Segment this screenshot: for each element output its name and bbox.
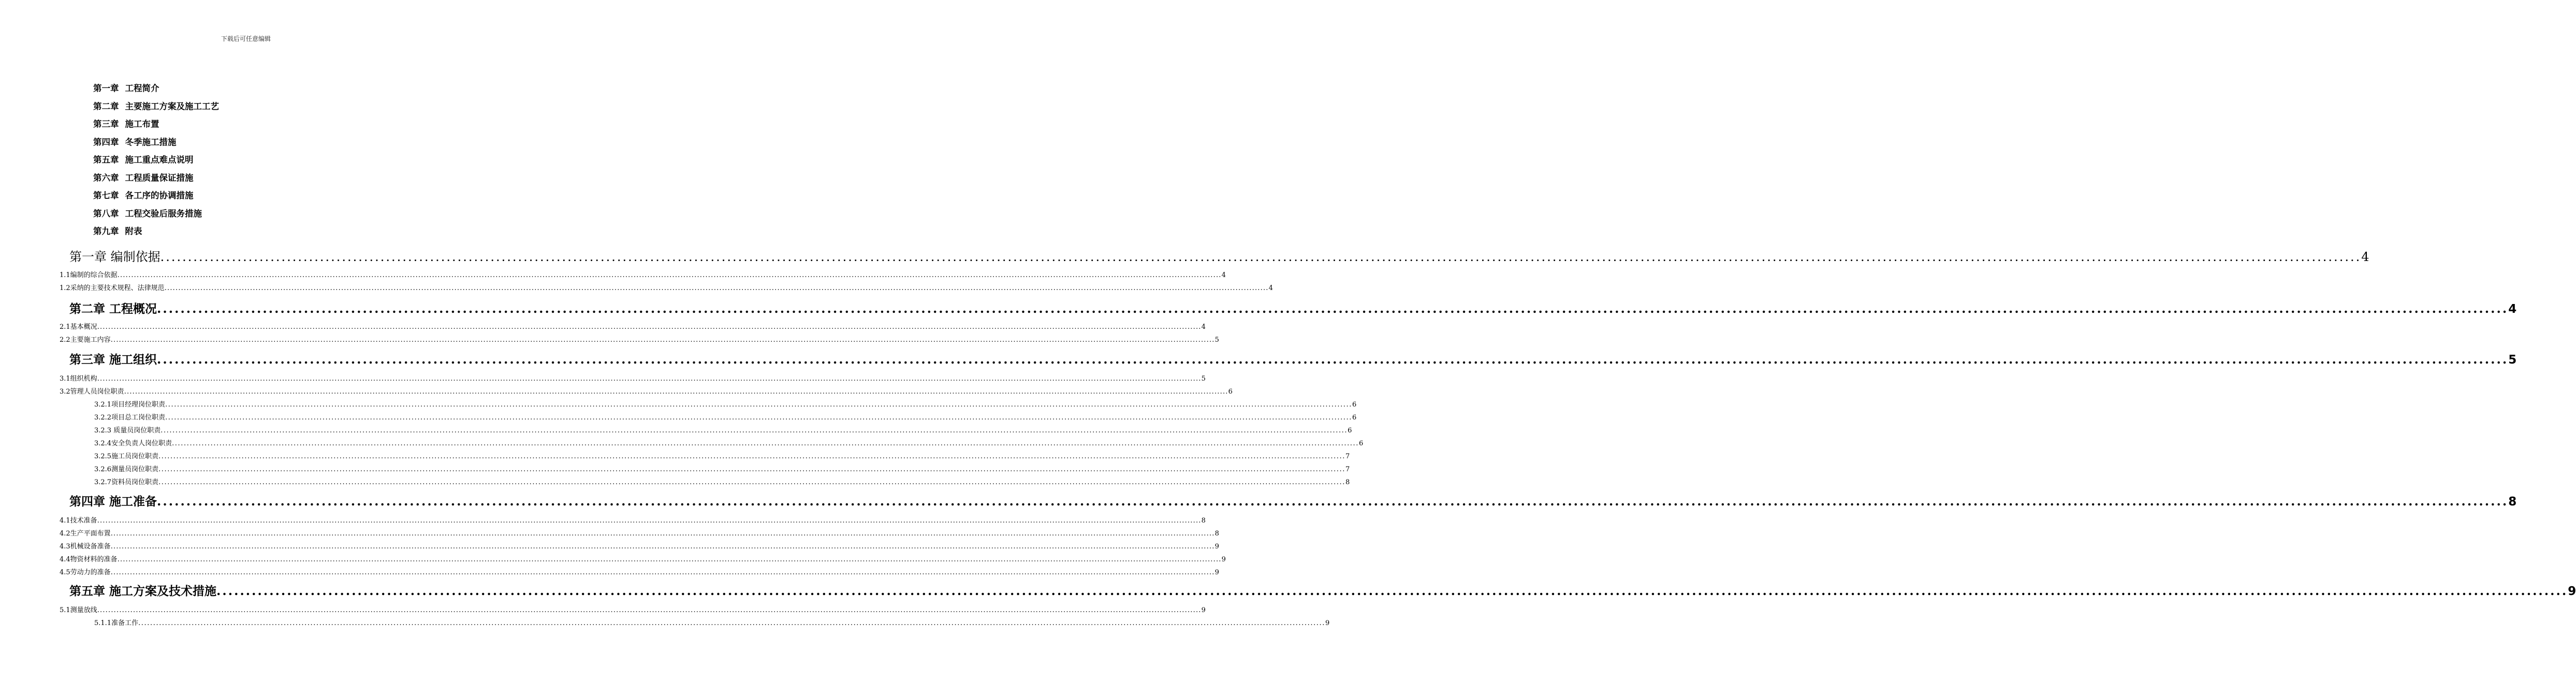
toc-page-number: 8 bbox=[1201, 517, 1206, 525]
toc-page-number: 6 bbox=[1348, 427, 1352, 434]
toc-page-number: 9 bbox=[1201, 606, 1206, 614]
chapter-item bbox=[93, 118, 219, 136]
toc-entry-label: 2.1基本概况 bbox=[60, 323, 97, 331]
toc-leader-dots: ................................................................................................................................................................................................................................................................................................................................................................................................................ bbox=[138, 619, 1326, 627]
toc-page-number: 8 bbox=[1214, 530, 1219, 538]
toc-leader-dots: ................................................................................................................................................................................................................................................................................................................................................................................................................ bbox=[157, 352, 2509, 367]
toc-leader-dots: ................................................................................................................................................................................................................................................................................................................................................................................................................ bbox=[97, 517, 1202, 525]
toc-leader-dots: ................................................................................................................................................................................................................................................................................................................................................................................................................ bbox=[97, 375, 1202, 383]
toc-leader-dots: ................................................................................................................................................................................................................................................................................................................................................................................................................ bbox=[110, 569, 1215, 576]
toc-page-number: 6 bbox=[1228, 388, 1233, 396]
toc-entry-level-2[interactable] bbox=[60, 528, 1219, 538]
chapter-title: 工程质量保证措施 bbox=[125, 172, 194, 183]
toc-entry-level-3[interactable] bbox=[94, 617, 1330, 628]
toc-page-number: 9 bbox=[1214, 569, 1219, 576]
toc-page-number: 8 bbox=[1345, 479, 1350, 486]
toc-leader-dots: ................................................................................................................................................................................................................................................................................................................................................................................................................ bbox=[160, 250, 2362, 264]
toc-entry-level-2[interactable] bbox=[60, 373, 1206, 383]
toc-entry-label: 2.2主要施工内容 bbox=[60, 336, 111, 344]
toc-entry-label: 第三章 施工组织 bbox=[69, 353, 157, 367]
chapter-item bbox=[93, 100, 219, 118]
toc-page-number: 5 bbox=[1214, 336, 1219, 344]
chapter-number: 第九章 bbox=[93, 226, 119, 236]
chapter-number: 第三章 bbox=[93, 119, 119, 129]
toc-page-number: 4 bbox=[1201, 323, 1206, 331]
toc-entry-label: 3.2.2项目总工岗位职责 bbox=[94, 414, 166, 422]
toc-entry-level-2[interactable] bbox=[60, 282, 1273, 293]
page-header: 下载后可任意编辑 bbox=[221, 35, 271, 42]
toc-entry-level-2[interactable] bbox=[60, 321, 1206, 331]
toc-leader-dots: ................................................................................................................................................................................................................................................................................................................................................................................................................ bbox=[158, 479, 1346, 486]
toc-entry-label: 第五章 施工方案及技术措施 bbox=[69, 585, 217, 598]
chapter-title: 施工重点难点说明 bbox=[125, 155, 194, 165]
toc-entry-level-3[interactable] bbox=[94, 425, 1352, 435]
toc-page-number: 8 bbox=[2508, 495, 2517, 509]
toc-page-number: 5 bbox=[1201, 375, 1206, 383]
toc-page-number: 9 bbox=[2568, 585, 2576, 598]
toc-entry-level-1[interactable] bbox=[69, 299, 2517, 318]
chapter-title: 工程简介 bbox=[125, 83, 159, 93]
chapter-number: 第八章 bbox=[93, 208, 119, 219]
toc-entry-label: 4.5劳动力的准备 bbox=[60, 569, 111, 576]
toc-leader-dots: ................................................................................................................................................................................................................................................................................................................................................................................................................ bbox=[158, 466, 1346, 473]
chapter-item bbox=[93, 225, 219, 243]
chapter-title: 附表 bbox=[125, 226, 142, 236]
chapter-item bbox=[93, 153, 219, 171]
toc-leader-dots: ................................................................................................................................................................................................................................................................................................................................................................................................................ bbox=[165, 414, 1353, 422]
toc-entry-level-2[interactable] bbox=[60, 567, 1219, 577]
toc-entry-label: 第一章 编制依据 bbox=[69, 250, 160, 264]
toc-page-number: 4 bbox=[1268, 284, 1273, 292]
toc-entry-label: 5.1测量放线 bbox=[60, 606, 97, 614]
toc-page-number: 6 bbox=[1352, 401, 1357, 409]
toc-entry-label: 3.2.5施工员岗位职责 bbox=[94, 453, 159, 460]
toc-leader-dots: ................................................................................................................................................................................................................................................................................................................................................................................................................ bbox=[172, 440, 1359, 447]
toc-entry-level-2[interactable] bbox=[60, 334, 1219, 344]
toc-entry-label: 3.2管理人员岗位职责 bbox=[60, 388, 124, 396]
toc-leader-dots: ................................................................................................................................................................................................................................................................................................................................................................................................................ bbox=[164, 284, 1269, 292]
toc-entry-label: 3.2.3 质量员岗位职责 bbox=[94, 427, 161, 434]
toc-page-number: 9 bbox=[1221, 556, 1226, 563]
chapter-list bbox=[93, 82, 219, 243]
chapter-item bbox=[93, 207, 219, 225]
toc-leader-dots: ................................................................................................................................................................................................................................................................................................................................................................................................................ bbox=[117, 271, 1222, 279]
toc-entry-level-2[interactable] bbox=[60, 604, 1206, 615]
toc-entry-level-2[interactable] bbox=[60, 554, 1226, 564]
toc-entry-level-2[interactable] bbox=[60, 541, 1219, 551]
chapter-title: 冬季施工措施 bbox=[125, 137, 177, 147]
chapter-title: 施工布置 bbox=[125, 119, 159, 129]
chapter-item bbox=[93, 171, 219, 190]
toc-leader-dots: ................................................................................................................................................................................................................................................................................................................................................................................................................ bbox=[97, 606, 1202, 614]
toc-page-number: 9 bbox=[1325, 619, 1330, 627]
chapter-item bbox=[93, 189, 219, 207]
chapter-item bbox=[93, 136, 219, 154]
toc-entry-level-3[interactable] bbox=[94, 463, 1350, 474]
toc-entry-label: 3.2.4安全负责人岗位职责 bbox=[94, 440, 172, 447]
toc-entry-level-2[interactable] bbox=[60, 386, 1233, 396]
chapter-title: 工程交验后服务措施 bbox=[125, 208, 202, 219]
toc-entry-label: 3.2.6测量员岗位职责 bbox=[94, 466, 159, 473]
chapter-number: 第七章 bbox=[93, 191, 119, 200]
toc-entry-level-1[interactable] bbox=[69, 247, 2369, 265]
toc-entry-label: 第二章 工程概况 bbox=[69, 302, 157, 316]
toc-leader-dots: ................................................................................................................................................................................................................................................................................................................................................................................................................ bbox=[157, 494, 2509, 509]
toc-entry-label: 3.2.1项目经理岗位职责 bbox=[94, 401, 166, 409]
toc-entry-level-3[interactable] bbox=[94, 451, 1350, 461]
toc-entry-level-1[interactable] bbox=[69, 492, 2517, 511]
toc-entry-label: 1.2采纳的主要技术规程、法律规范 bbox=[60, 284, 165, 292]
chapter-title: 各工序的协调措施 bbox=[125, 191, 194, 200]
toc-page-number: 9 bbox=[1214, 543, 1219, 550]
chapter-number: 第一章 bbox=[93, 83, 119, 93]
toc-entry-level-1[interactable] bbox=[69, 350, 2517, 369]
toc-leader-dots: ................................................................................................................................................................................................................................................................................................................................................................................................................ bbox=[124, 388, 1228, 396]
toc-entry-label: 4.2生产平面布置 bbox=[60, 530, 111, 538]
toc-entry-level-1[interactable] bbox=[69, 582, 2576, 600]
toc-leader-dots: ................................................................................................................................................................................................................................................................................................................................................................................................................ bbox=[117, 556, 1222, 563]
toc-entry-label: 4.4物资材料的准备 bbox=[60, 556, 118, 563]
toc-entry-label: 4.3机械设备准备 bbox=[60, 543, 111, 550]
chapter-number: 第二章 bbox=[93, 101, 119, 111]
toc-page-number: 7 bbox=[1345, 466, 1350, 473]
toc-entry-label: 第四章 施工准备 bbox=[69, 495, 157, 509]
toc-leader-dots: ................................................................................................................................................................................................................................................................................................................................................................................................................ bbox=[165, 401, 1353, 409]
toc-leader-dots: ................................................................................................................................................................................................................................................................................................................................................................................................................ bbox=[110, 336, 1215, 344]
chapter-title: 主要施工方案及施工工艺 bbox=[125, 101, 219, 111]
toc-entry-label: 3.1组织机构 bbox=[60, 375, 97, 383]
toc-leader-dots: ................................................................................................................................................................................................................................................................................................................................................................................................................ bbox=[110, 530, 1215, 538]
toc-leader-dots: ................................................................................................................................................................................................................................................................................................................................................................................................................ bbox=[110, 543, 1215, 550]
toc-entry-level-3[interactable] bbox=[94, 399, 1357, 409]
toc-page-number: 4 bbox=[1221, 271, 1226, 279]
chapter-number: 第五章 bbox=[93, 155, 119, 165]
toc-leader-dots: ................................................................................................................................................................................................................................................................................................................................................................................................................ bbox=[160, 427, 1348, 434]
toc-entry-level-3[interactable] bbox=[94, 438, 1364, 448]
toc-page-number: 7 bbox=[1345, 453, 1350, 460]
toc-entry-label: 1.1编制的综合依据 bbox=[60, 271, 118, 279]
toc-page-number: 6 bbox=[1352, 414, 1357, 422]
toc-page-number: 4 bbox=[2508, 302, 2517, 316]
toc-entry-level-2[interactable] bbox=[60, 515, 1206, 525]
toc-leader-dots: ................................................................................................................................................................................................................................................................................................................................................................................................................ bbox=[97, 323, 1202, 331]
toc-page-number: 5 bbox=[2508, 353, 2517, 367]
toc-entry-level-2[interactable] bbox=[60, 269, 1226, 280]
toc-leader-dots: ................................................................................................................................................................................................................................................................................................................................................................................................................ bbox=[157, 301, 2509, 316]
toc-leader-dots: ................................................................................................................................................................................................................................................................................................................................................................................................................ bbox=[158, 453, 1346, 460]
chapter-number: 第四章 bbox=[93, 137, 119, 147]
toc-entry-label: 5.1.1准备工作 bbox=[94, 619, 139, 627]
toc-entry-label: 3.2.7资料员岗位职责 bbox=[94, 479, 159, 486]
toc-page-number: 4 bbox=[2361, 250, 2369, 264]
toc-entry-label: 4.1技术准备 bbox=[60, 517, 97, 525]
toc-leader-dots: ................................................................................................................................................................................................................................................................................................................................................................................................................ bbox=[216, 583, 2568, 598]
chapter-number: 第六章 bbox=[93, 172, 119, 183]
toc-page-number: 6 bbox=[1359, 440, 1364, 447]
toc-entry-level-3[interactable] bbox=[94, 412, 1357, 422]
toc-entry-level-3[interactable] bbox=[94, 476, 1350, 487]
chapter-item bbox=[93, 82, 219, 100]
